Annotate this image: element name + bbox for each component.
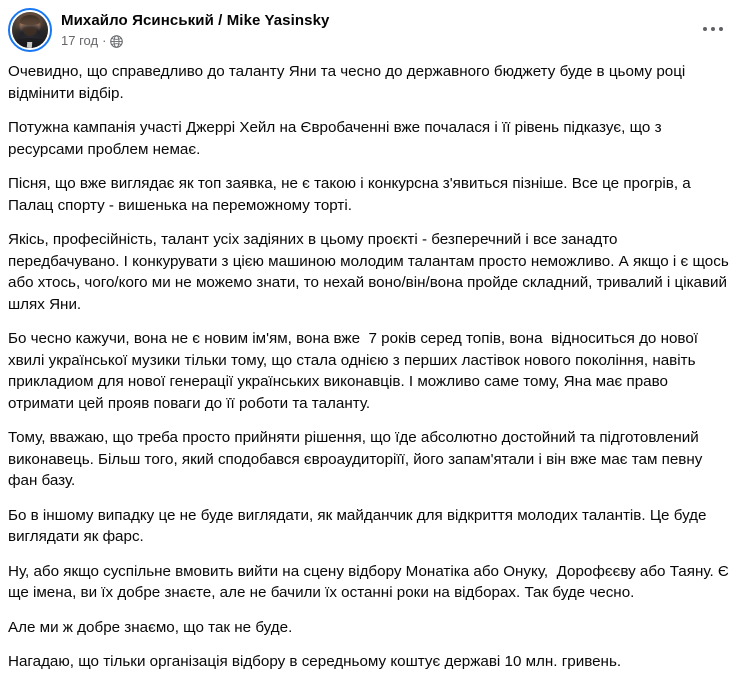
post-header-text [61,11,329,49]
post-paragraph: Нагадаю, що тільки організація відбору в середньому коштує державі 10 млн. гривень. [8,653,622,670]
post-meta [61,32,329,49]
post-paragraph: Бо чесно кажучи, вона не є новим ім'ям, вона вже 7 років серед топів, вона відноситься до нової хвилі української музики тільки тому, що стала однією з перших ластівок нового покоління, навіть прикладиом для нової генерації українських виконавців. І можливо саме тому, Яна має право отримати цей прояв поваги до її роботи та таланту. [8,330,703,412]
post-body [0,52,740,673]
ellipsis-horizontal-icon [719,27,723,31]
ellipsis-horizontal-icon [703,27,707,31]
avatar-photo [12,12,48,48]
post-header [0,0,740,52]
post-options-menu-button[interactable] [698,18,728,40]
avatar[interactable] [8,8,52,52]
post-paragraph: Пісня, що вже виглядає як топ заявка, не є такою і конкурсна з'явиться пізніше. Все це прогрів, а Палац спорту - вишенька на переможному торті. [8,175,695,214]
ellipsis-horizontal-icon [711,27,715,31]
post-paragraph: Потужна кампанія участі Джеррі Хейл на Євробаченні вже почалася і її рівень підказує, що з ресурсами проблем немає. [8,119,666,158]
globe-icon[interactable] [110,35,123,48]
author-name[interactable]: Михайло Ясинський / Mike Yasinsky [61,12,330,29]
post-paragraph: Тому, вважаю, що треба просто прийняти рішення, що їде абсолютно достойний та підготовлений виконавець. Більш того, який сподобався євроаудиторіїї, його запам'ятали і він вже має там певну фан базу. [8,429,707,489]
post-paragraph: Але ми ж добре знаємо, що так не буде. [8,618,293,636]
post-paragraph: Бо в іншому випадку це не буде виглядати, як майданчик для відкриття молодих талантів. Це буде виглядати як фарс. [8,506,711,545]
post-timestamp[interactable]: 17 год [61,33,99,48]
post-paragraph: Якісь, професійність, талант усіх задіяних в цьому проєкті - безперечний і все занадто передбачувано. І конкурувати з цією машиною молодим талантам просто неможливо. А якщо і є щось або хтось, чого/кого ми не можемо знати, то нехай воно/він/вона пройде складний, тривалий і цікавий шлях Яни. [8,231,733,313]
meta-separator: · [102,33,107,48]
avatar-collar [27,42,32,48]
post-paragraph: Ну, або якщо суспільне вмовить вийти на сцену відбору Монатіка або Онуку, Дорофєєву або Таяну. Є ще імена, ви їх добре знаєте, але не бачили їх останні роки на відборах. Так буде чесно. [8,562,734,601]
avatar-hair [20,15,40,25]
post-paragraph: Очевидно, що справедливо до таланту Яни та чесно до державного бюджету буде в цьому році відмінити відбір. [8,63,690,102]
